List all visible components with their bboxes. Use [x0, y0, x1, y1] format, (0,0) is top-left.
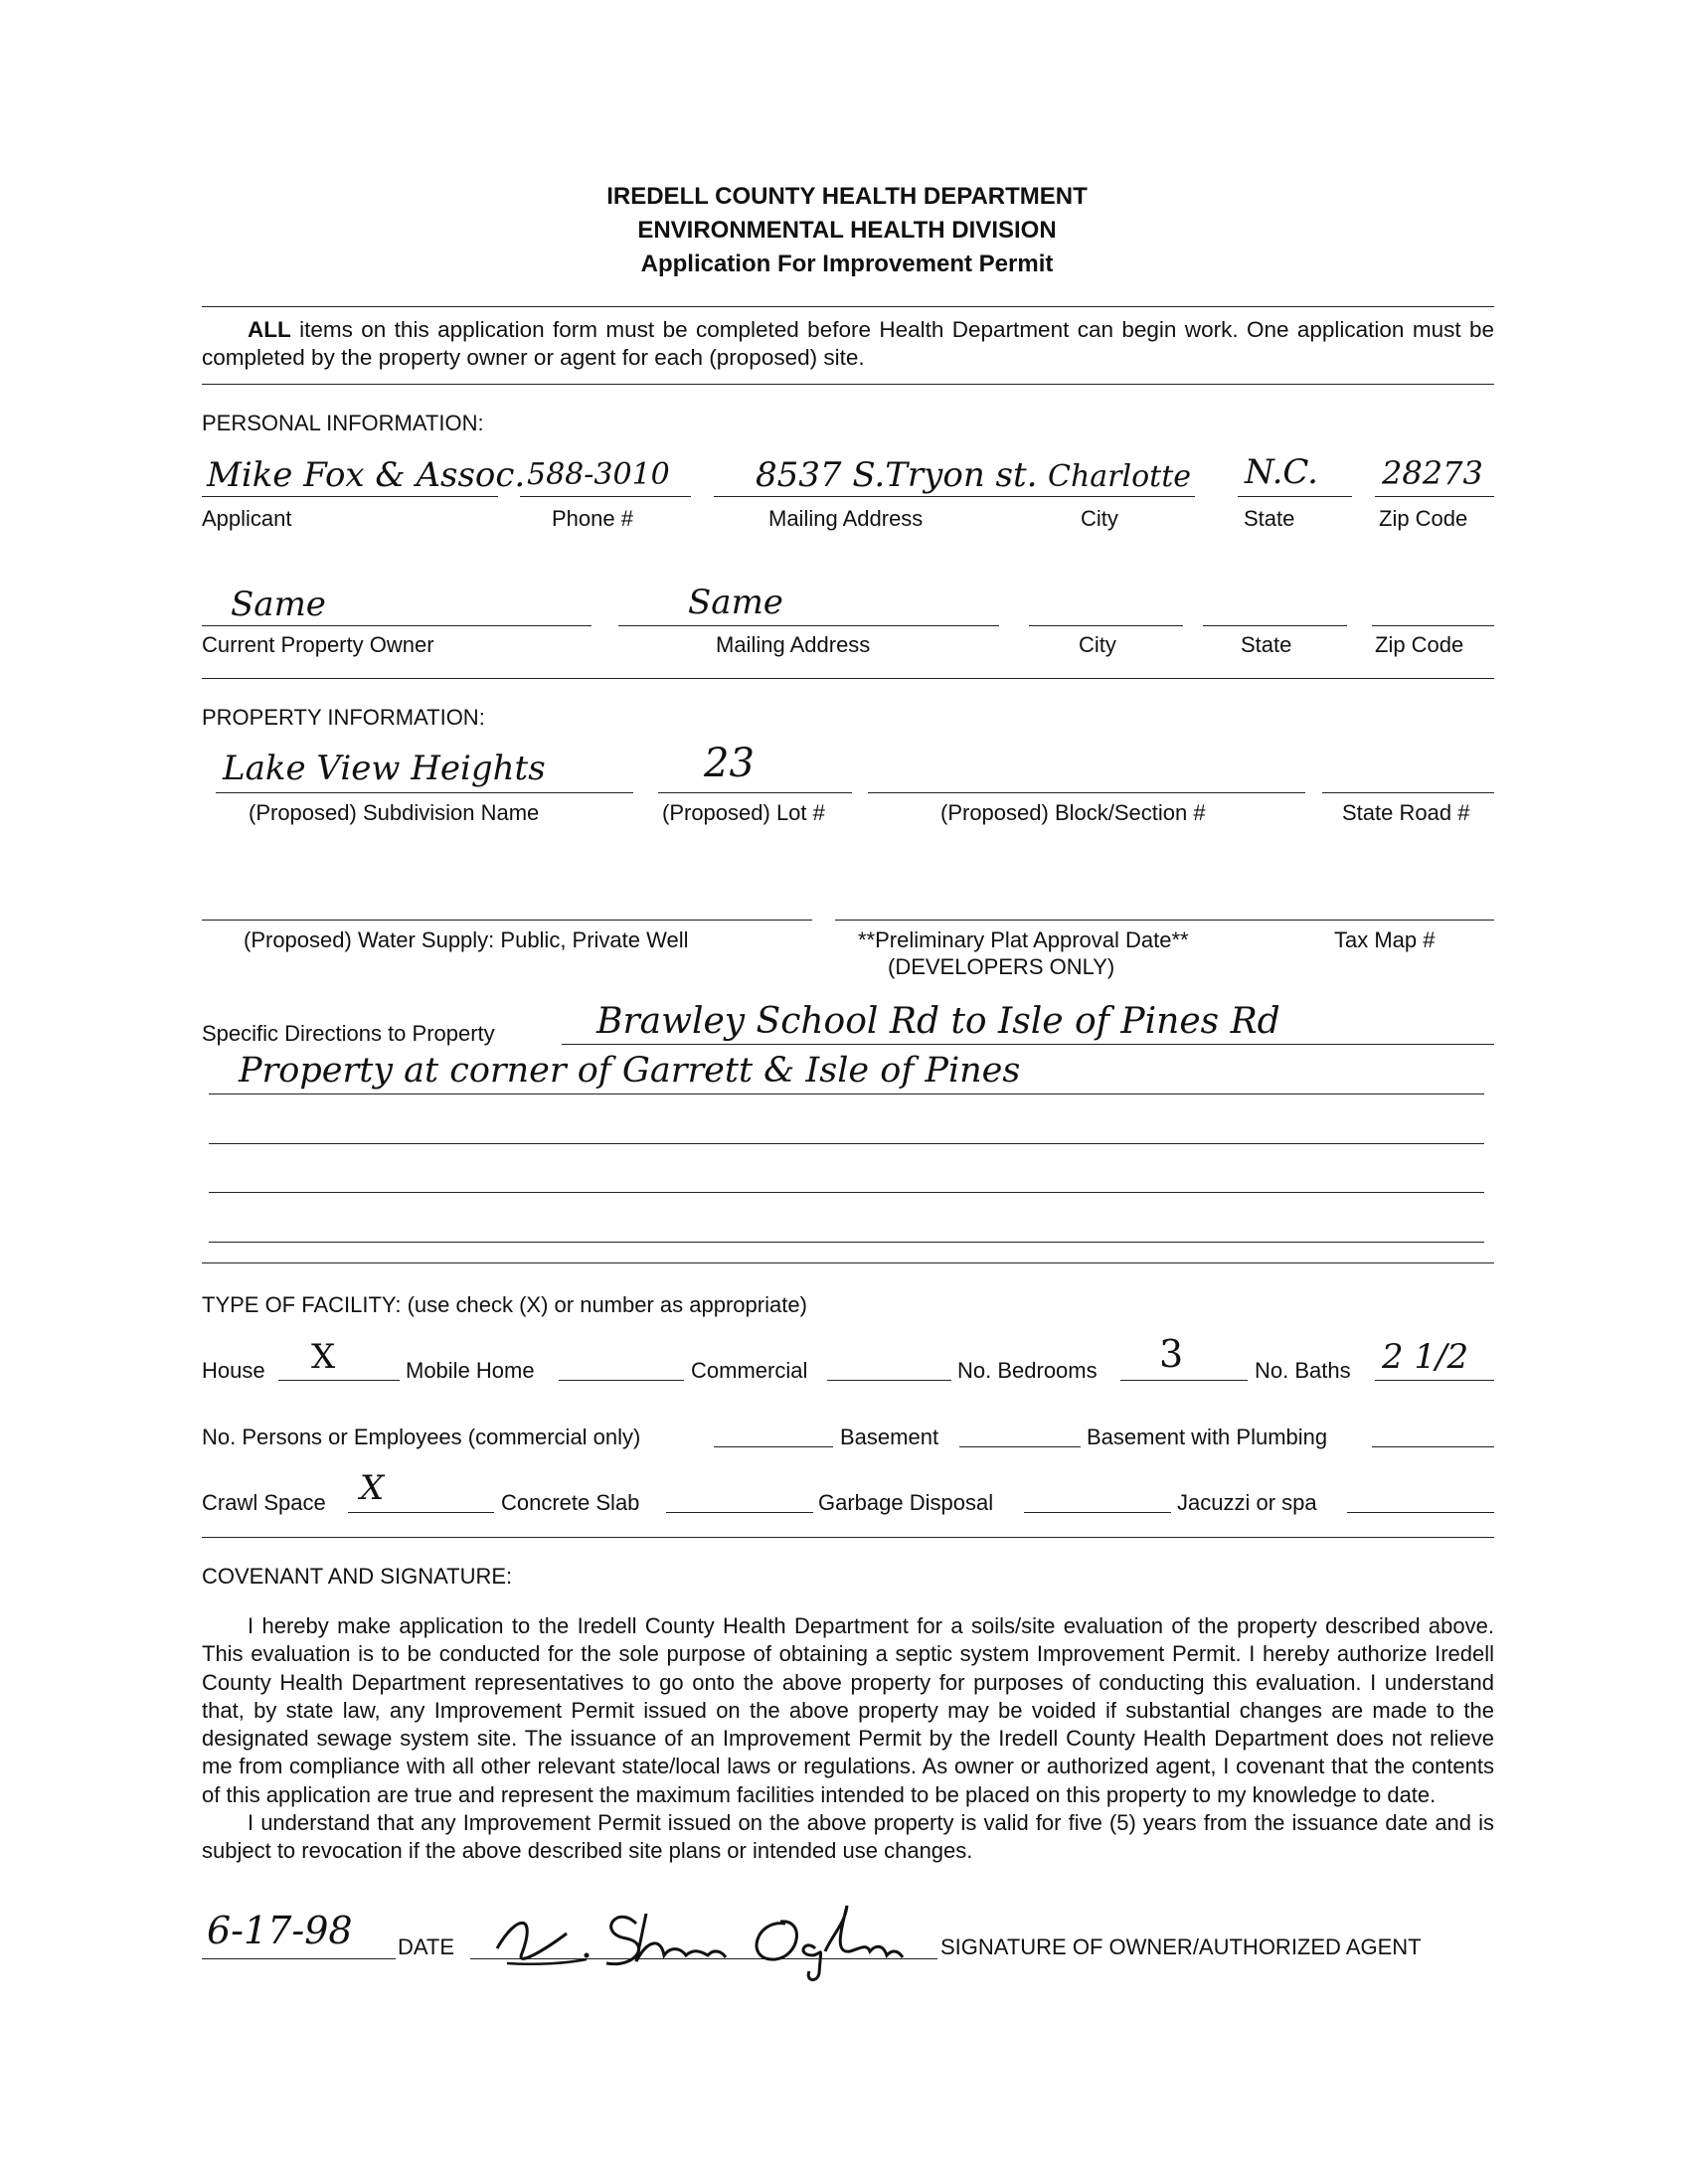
plat-line	[835, 920, 1299, 921]
basement-label: Basement	[840, 1425, 939, 1449]
header-subtitle: Application For Improvement Permit	[640, 251, 1054, 277]
applicant-line	[202, 496, 498, 497]
divider	[202, 678, 1494, 679]
baths-line	[1375, 1380, 1494, 1381]
zip-line	[1375, 496, 1494, 497]
crawl-line	[348, 1512, 494, 1513]
property-heading: PROPERTY INFORMATION:	[202, 705, 485, 730]
state-label: State	[1244, 506, 1295, 531]
directions-value-1[interactable]: Brawley School Rd to Isle of Pines Rd	[596, 1001, 1280, 1042]
covenant-paragraph-1: I hereby make application to the Iredell County Health Department for a soils/site evaluation of the property described above. This evaluation is to be conducted for the sole purpose of obtaining a septic system Improvement Permit. I hereby authorize Iredell County Health Department representatives to go onto the above property for purposes of conducting this evaluation. I understand that, by state law, any Improvement Permit issued on the above property may be voided if substantial changes are made to the designated sewage system site. The issuance of an Improvement Permit by the Iredell County Health Department does not relieve me from compliance with all other relevant state/local laws or regulations. As owner or authorized agent, I covenant that the contents of this application are true and represent the maximum facilities intended to be placed on this property to my knowledge to date.	[202, 1613, 1494, 1807]
plat-sub-label: (DEVELOPERS ONLY)	[888, 954, 1115, 979]
block-line	[868, 792, 1305, 793]
directions-label: Specific Directions to Property	[202, 1021, 495, 1046]
basement-plumbing-label: Basement with Plumbing	[1087, 1425, 1328, 1449]
owner-mailing-label: Mailing Address	[716, 632, 871, 657]
lot-label: (Proposed) Lot #	[662, 800, 825, 825]
house-line	[278, 1380, 400, 1381]
house-label: House	[202, 1358, 265, 1383]
mailing-value[interactable]: 8537 S.Tryon st.	[756, 455, 1038, 495]
signature-image	[477, 1894, 905, 1983]
lot-line	[658, 792, 852, 793]
subdivision-value[interactable]: Lake View Heights	[223, 749, 546, 788]
slab-label: Concrete Slab	[501, 1490, 640, 1515]
owner-state-label: State	[1241, 632, 1292, 657]
jacuzzi-line	[1347, 1512, 1494, 1513]
mobile-label: Mobile Home	[406, 1358, 535, 1383]
crawl-label: Crawl Space	[202, 1490, 326, 1515]
jacuzzi-label: Jacuzzi or spa	[1177, 1490, 1317, 1515]
mobile-line	[559, 1380, 684, 1381]
instructions	[202, 316, 1494, 373]
plat-label: **Preliminary Plat Approval Date**	[858, 927, 1189, 952]
applicant-label: Applicant	[202, 506, 292, 531]
city-label: City	[1081, 506, 1118, 531]
persons-label: No. Persons or Employees (commercial only)	[202, 1425, 641, 1449]
phone-value[interactable]: 588-3010	[527, 457, 670, 492]
zip-value[interactable]: 28273	[1382, 454, 1483, 492]
facility-heading: TYPE OF FACILITY: (use check (X) or number as appropriate)	[202, 1292, 807, 1317]
bedrooms-value[interactable]: 3	[1159, 1332, 1184, 1376]
lot-value[interactable]: 23	[704, 741, 755, 786]
owner-line	[202, 625, 592, 626]
bedrooms-line	[1120, 1380, 1248, 1381]
phone-label: Phone #	[552, 506, 633, 531]
instructions-bold: ALL	[248, 317, 291, 342]
bedrooms-label: No. Bedrooms	[957, 1358, 1098, 1383]
subdivision-line	[216, 792, 633, 793]
garbage-label: Garbage Disposal	[818, 1490, 994, 1515]
owner-label: Current Property Owner	[202, 632, 434, 657]
garbage-line	[1024, 1512, 1171, 1513]
owner-mailing-value[interactable]: Same	[688, 583, 783, 622]
block-label: (Proposed) Block/Section #	[940, 800, 1206, 825]
state-value[interactable]: N.C.	[1245, 452, 1318, 492]
crawl-value[interactable]: X	[360, 1468, 385, 1508]
owner-zip-line	[1372, 625, 1494, 626]
taxmap-line	[1297, 920, 1494, 921]
divider	[202, 1537, 1494, 1538]
directions-line-1	[562, 1044, 1494, 1045]
mailing-line	[714, 496, 1052, 497]
instructions-text: items on this application form must be completed before Health Department can begin work. One application must be completed by the property owner or agent for each (proposed) site.	[202, 317, 1494, 371]
owner-mailing-line	[618, 625, 999, 626]
owner-zip-label: Zip Code	[1375, 632, 1464, 657]
applicant-value[interactable]: Mike Fox & Assoc.	[207, 455, 526, 495]
house-value[interactable]: X	[311, 1337, 336, 1377]
header-division: ENVIRONMENTAL HEALTH DIVISION	[637, 217, 1057, 244]
directions-line-4	[209, 1192, 1484, 1193]
baths-value[interactable]: 2 1/2	[1382, 1337, 1469, 1377]
owner-value[interactable]: Same	[231, 585, 326, 624]
slab-line	[666, 1512, 813, 1513]
personal-heading: PERSONAL INFORMATION:	[202, 411, 484, 435]
directions-line-2	[209, 1093, 1484, 1094]
covenant-paragraph-2: I understand that any Improvement Permit issued on the above property is valid for five (5) years from the issuance date and is subject to revocation if the above described site plans or intended use changes.	[202, 1810, 1494, 1864]
basement-line	[959, 1446, 1081, 1447]
owner-state-line	[1203, 625, 1347, 626]
persons-line	[714, 1446, 833, 1447]
phone-line	[520, 496, 691, 497]
divider	[202, 384, 1494, 385]
date-label: DATE	[398, 1934, 455, 1959]
owner-city-line	[1029, 625, 1183, 626]
covenant-heading: COVENANT AND SIGNATURE:	[202, 1564, 513, 1589]
signature-label: SIGNATURE OF OWNER/AUTHORIZED AGENT	[940, 1934, 1422, 1959]
basement-plumbing-line	[1372, 1446, 1494, 1447]
city-value[interactable]: Charlotte	[1048, 459, 1192, 494]
covenant-text	[202, 1612, 1494, 1866]
commercial-line	[827, 1380, 951, 1381]
zip-label: Zip Code	[1379, 506, 1468, 531]
state-line	[1238, 496, 1352, 497]
baths-label: No. Baths	[1255, 1358, 1351, 1383]
subdivision-label: (Proposed) Subdivision Name	[249, 800, 540, 825]
date-line	[202, 1958, 396, 1959]
state-road-label: State Road #	[1342, 800, 1470, 825]
header-title: IREDELL COUNTY HEALTH DEPARTMENT	[606, 183, 1088, 210]
mailing-label: Mailing Address	[768, 506, 924, 531]
taxmap-label: Tax Map #	[1334, 927, 1436, 952]
water-line	[202, 920, 812, 921]
commercial-label: Commercial	[691, 1358, 808, 1383]
directions-line-5	[209, 1242, 1484, 1243]
directions-line-3	[209, 1143, 1484, 1144]
state-road-line	[1322, 792, 1494, 793]
date-value[interactable]: 6-17-98	[207, 1909, 353, 1952]
divider	[202, 306, 1494, 307]
water-label: (Proposed) Water Supply: Public, Private Well	[244, 927, 689, 952]
divider	[202, 1262, 1494, 1263]
directions-value-2[interactable]: Property at corner of Garrett & Isle of Pines	[239, 1051, 1021, 1091]
owner-city-label: City	[1079, 632, 1116, 657]
